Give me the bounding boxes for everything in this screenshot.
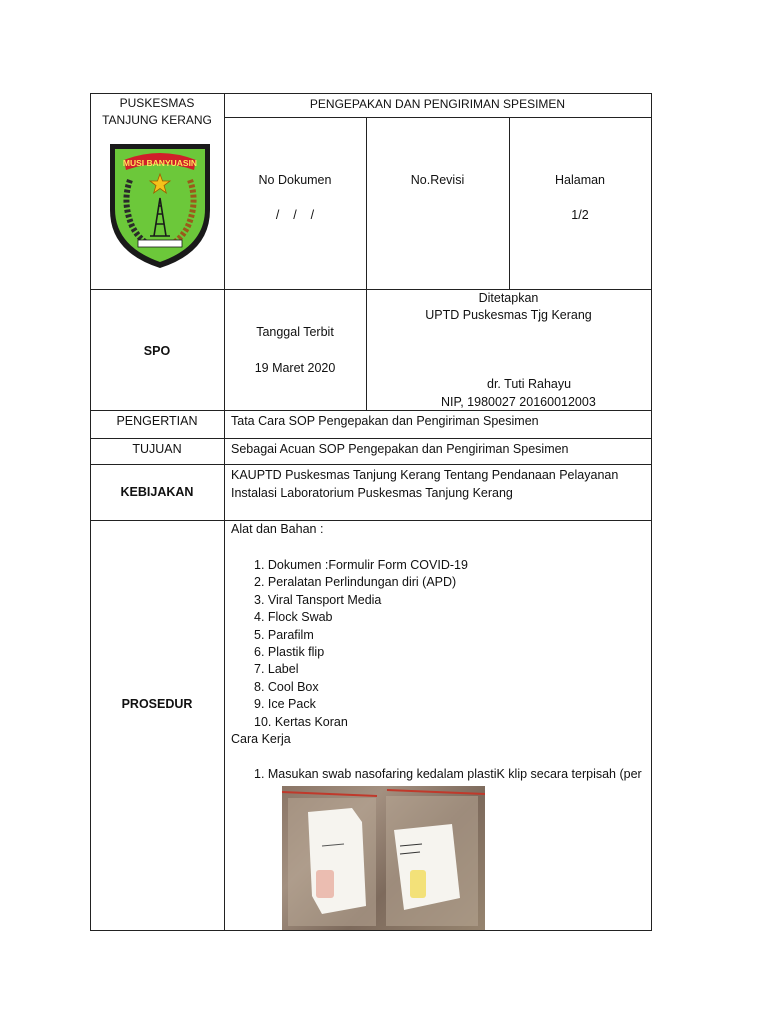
tujuan-value: Sebagai Acuan SOP Pengepakan dan Pengiriman Spesimen — [231, 442, 569, 456]
table-border — [90, 464, 651, 465]
list-item: 5. Parafilm — [254, 627, 314, 642]
musi-banyuasin-logo — [102, 140, 218, 270]
table-border — [509, 117, 510, 290]
table-border — [90, 520, 651, 521]
signatory-nip: NIP, 1980027 20160012003 — [441, 395, 596, 409]
list-item: 7. Label — [254, 662, 299, 677]
uptd-name: UPTD Puskesmas Tjg Kerang — [425, 308, 592, 322]
signatory-name: dr. Tuti Rahayu — [487, 377, 572, 391]
table-border — [90, 438, 651, 439]
table-border — [366, 117, 367, 411]
no-revisi-label: No.Revisi — [410, 173, 465, 187]
table-border — [224, 117, 651, 118]
specimen-bags-photo — [282, 786, 485, 930]
table-border-left — [90, 93, 91, 931]
logo-banner-text: MUSI BANYUASIN — [122, 158, 198, 168]
document-title: PENGEPAKAN DAN PENGIRIMAN SPESIMEN — [309, 97, 566, 111]
list-item: 1. Dokumen :Formulir Form COVID-19 — [254, 558, 468, 572]
tujuan-label: TUJUAN — [132, 442, 182, 456]
list-item: 4. Flock Swab — [254, 610, 333, 625]
tanggal-terbit-value: 19 Maret 2020 — [254, 361, 336, 375]
no-dokumen-label: No Dokumen — [258, 173, 332, 187]
ditetapkan-label: Ditetapkan — [478, 291, 539, 305]
list-item: 3. Viral Tansport Media — [254, 592, 382, 607]
halaman-label: Halaman — [554, 173, 606, 187]
kebijakan-label: KEBIJAKAN — [120, 485, 194, 499]
alat-bahan-heading: Alat dan Bahan : — [231, 522, 324, 536]
pengertian-value: Tata Cara SOP Pengepakan dan Pengiriman Spesimen — [231, 414, 539, 428]
halaman-value: 1/2 — [571, 208, 589, 222]
table-border-bottom — [90, 930, 651, 931]
specimen-bags-illustration — [282, 786, 485, 930]
cara-kerja-step-1: 1. Masukan swab nasofaring kedalam plastiK klip secara terpisah (per — [254, 767, 642, 781]
kebijakan-line1: KAUPTD Puskesmas Tanjung Kerang Tentang Pendanaan Pelayanan — [231, 468, 619, 482]
org-name-line1: PUSKESMAS — [119, 96, 195, 110]
list-item: 6. Plastik flip — [254, 645, 325, 660]
kebijakan-line2: Instalasi Laboratorium Puskesmas Tanjung Kerang — [231, 486, 513, 500]
cara-kerja-heading: Cara Kerja — [231, 732, 291, 746]
no-dokumen-value: / / / — [275, 208, 315, 222]
tanggal-terbit-label: Tanggal Terbit — [256, 325, 334, 339]
list-item: 8. Cool Box — [254, 679, 319, 694]
list-item: 10. Kertas Koran — [254, 714, 348, 729]
list-item: 9. Ice Pack — [254, 697, 316, 712]
pengertian-label: PENGERTIAN — [116, 414, 198, 428]
table-border-top — [90, 93, 651, 94]
list-item: 2. Peralatan Perlindungan diri (APD) — [254, 575, 457, 590]
table-border-right — [651, 93, 652, 931]
spo-label: SPO — [143, 344, 171, 358]
alat-bahan-list — [254, 557, 468, 731]
org-name-line2: TANJUNG KERANG — [102, 113, 212, 127]
prosedur-label: PROSEDUR — [121, 697, 193, 711]
